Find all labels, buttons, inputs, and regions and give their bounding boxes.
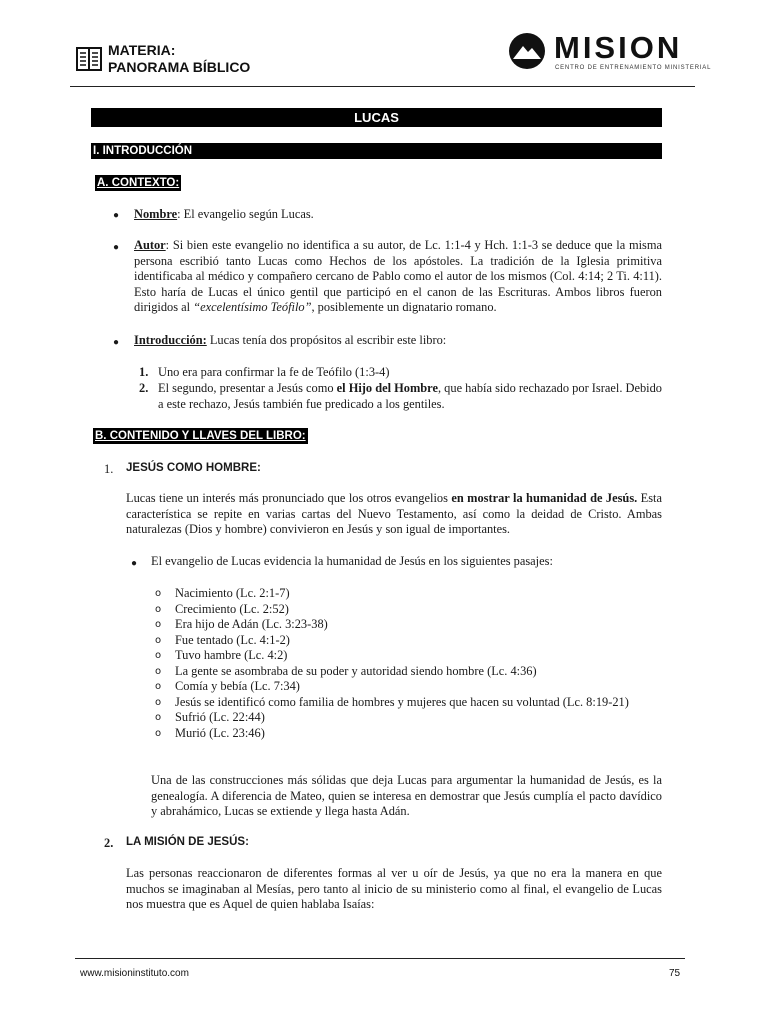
introduccion-item (134, 333, 662, 349)
passage-item (155, 586, 662, 602)
purpose-item-1: Uno era para confirmar la fe de Teófilo (1:3-4) (158, 365, 390, 379)
bullet-marker: ● (113, 337, 120, 348)
passages-intro: El evangelio de Lucas evidencia la humanidad de Jesús en los siguientes pasajes: (151, 554, 553, 568)
subject-line-2: PANORAMA BÍBLICO (108, 59, 251, 75)
circle-bullet-icon: o (155, 681, 162, 692)
circle-bullet-icon: o (155, 665, 162, 677)
passage-item (155, 726, 662, 742)
footer-url: www.misioninstituto.com (80, 968, 189, 979)
section-heading-introduccion (91, 143, 662, 159)
passage-item (155, 617, 662, 633)
autor-italic: “excelentísimo Teófilo” (193, 300, 312, 314)
autor-text-end: , posiblemente un dignatario romano. (311, 300, 497, 314)
passages-list (155, 586, 662, 741)
autor-text: : Si bien este evangelio no identifica a su autor, de Lc. 1:1-4 y Hch. 1:1-3 se deduce que la misma persona escribió tanto Lucas como Hechos de los apóstoles. La tradición de la Iglesia primitiva identificaba al médico y compañero cercano de Pablo como el autor de los mismos (Col. 4:14; 2 Ti. 4:11). Esto haría de Lucas el único gentil que participó en el canon de las Escrituras. Ambos libros fueron dirigidos al (134, 238, 662, 314)
humanidad-paragraph-text: Lucas tiene un interés más pronunciado que los otros evangelios (126, 491, 452, 505)
logo-name: MISION (554, 30, 683, 65)
passage-item (155, 710, 662, 726)
purpose-item-2 (158, 381, 662, 412)
subject-label (108, 42, 250, 76)
subsection-heading-contenido: B. CONTENIDO Y LLAVES DEL LIBRO: (95, 430, 306, 442)
logo-tagline: CENTRO DE ENTRENAMIENTO MINISTERIAL (555, 65, 712, 71)
passage-item (155, 695, 662, 711)
circle-bullet-icon: o (155, 712, 162, 723)
purpose-number-1: 1. (139, 365, 149, 379)
introduccion-label: Introducción: (134, 333, 207, 347)
purpose-number-2: 2. (139, 381, 149, 395)
passage-item (155, 679, 662, 695)
autor-item (134, 238, 662, 316)
passage-text: La gente se asombraba de su poder y autoridad siendo hombre (Lc. 4:36) (175, 663, 537, 678)
humanidad-paragraph-text-end: Esta característica se repite en varias cartas del Nuevo Testamento, así como la deidad de Cristo. Ambas naturalezas (Dios y hombre) convivieron en Jesús y son igual de importantes. (126, 491, 662, 536)
circle-bullet-icon: o (155, 696, 162, 708)
circle-bullet-icon: o (155, 619, 162, 630)
page-number: 75 (669, 968, 681, 979)
passage-text: Jesús se identificó como familia de hombres y mujeres que hacen su voluntad (Lc. 8:19-21) (175, 694, 629, 709)
header-divider (70, 86, 695, 87)
mision-paragraph: Las personas reaccionaron de diferentes formas al ver u oír de Jesús, ya que no era la manera en que muchos se imaginaban al Mesías, pero tanto al inicio de su ministerio como al final, el evangelio de Lucas nos muestra que es Aquel de quien hablaba Isaías: (126, 866, 662, 911)
humanidad-paragraph-bold: en mostrar la humanidad de Jesús. (451, 491, 638, 505)
subject-line-1: MATERIA: (108, 42, 176, 58)
passage-item (155, 648, 662, 664)
passage-text: Murió (Lc. 23:46) (175, 725, 265, 740)
bullet-marker: ● (113, 242, 120, 253)
point-number-1: 1. (104, 462, 114, 476)
footer-divider (75, 958, 685, 959)
section-heading-text: I. INTRODUCCIÓN (93, 145, 193, 157)
circle-bullet-icon: o (155, 727, 162, 739)
passage-text: Comía y bebía (Lc. 7:34) (175, 679, 300, 693)
passage-text: Crecimiento (Lc. 2:52) (175, 601, 289, 616)
bullet-marker: ● (113, 210, 120, 221)
passage-item (155, 664, 662, 680)
nombre-item (134, 207, 662, 223)
point-title-2: LA MISIÓN DE JESÚS: (126, 836, 249, 848)
point-number-2: 2. (104, 836, 114, 850)
passage-text: Fue tentado (Lc. 4:1-2) (175, 632, 290, 647)
nombre-label: Nombre (134, 207, 178, 221)
mountain-logo-icon (508, 32, 546, 70)
book-icon (76, 46, 102, 72)
passage-item (155, 633, 662, 649)
subsection-heading-contexto: A. CONTEXTO: (97, 177, 180, 189)
humanidad-paragraph (126, 491, 662, 538)
page-title: LUCAS (91, 108, 662, 127)
circle-bullet-icon: o (155, 634, 162, 646)
purpose-item-2-bold: el Hijo del Hombre (336, 381, 438, 395)
passage-text: Era hijo de Adán (Lc. 3:23-38) (175, 617, 328, 631)
purpose-item-2-text: El segundo, presentar a Jesús como (158, 381, 337, 395)
circle-bullet-icon: o (155, 650, 162, 661)
purpose-item-2-text-end: , que había sido rechazado por Israel. Debido a este rechazo, Jesús también fue predicado a los gentiles. (158, 381, 662, 411)
introduccion-text: Lucas tenía dos propósitos al escribir este libro: (206, 333, 447, 347)
passage-item (155, 602, 662, 618)
circle-bullet-icon: o (155, 603, 162, 615)
passage-text: Nacimiento (Lc. 2:1-7) (175, 586, 290, 600)
point-title-1: JESÚS COMO HOMBRE: (126, 462, 261, 474)
passage-text: Sufrió (Lc. 22:44) (175, 710, 265, 724)
nombre-text: : El evangelio según Lucas. (177, 207, 314, 221)
passage-text: Tuvo hambre (Lc. 4:2) (175, 648, 288, 662)
genealogia-paragraph: Una de las construcciones más sólidas que deja Lucas para argumentar la humanidad de Jesús, es la genealogía. A diferencia de Mateo, quien se interesa en demostrar que Jesús cumplía el pacto davídico y abrahámico, Lucas se extiende y llega hasta Adán. (151, 773, 662, 818)
circle-bullet-icon: o (155, 588, 162, 599)
bullet-marker: ● (131, 558, 138, 569)
autor-label: Autor (134, 238, 166, 252)
